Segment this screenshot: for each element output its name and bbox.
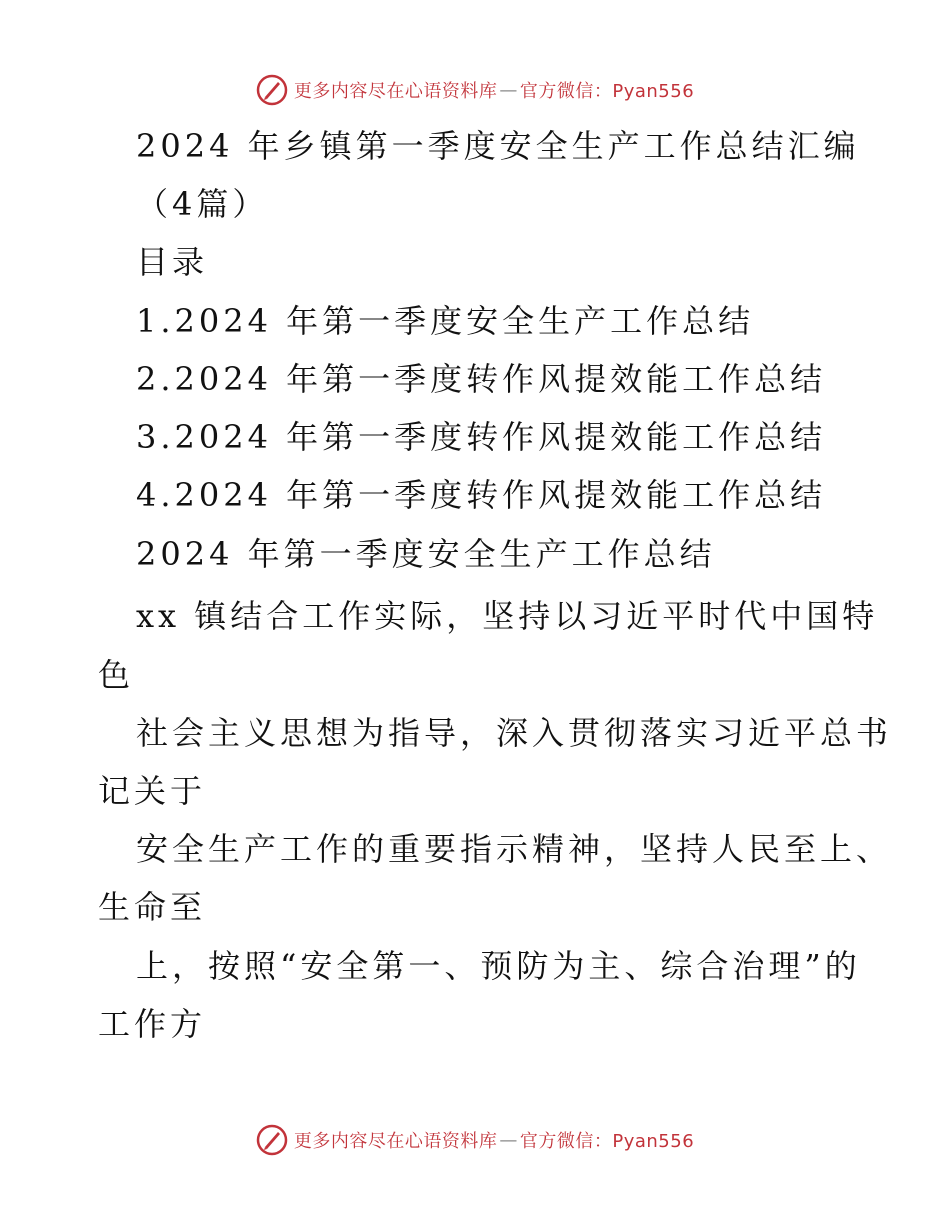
body-line: 社会主义思想为指导，深入贯彻落实习近平总书 bbox=[136, 714, 893, 752]
watermark-text: 更多内容尽在心语资料库 bbox=[293, 81, 498, 102]
body-line: 安全生产工作的重要指示精神，坚持人民至上、 bbox=[136, 830, 893, 868]
toc-heading: 目录 bbox=[136, 243, 209, 281]
toc-item: 3.2024 年第一季度转作风提效能工作总结 bbox=[136, 418, 827, 456]
document-title-line-2: （4篇） bbox=[136, 185, 269, 223]
body-line: 记关于 bbox=[98, 772, 207, 810]
toc-item: 2.2024 年第一季度转作风提效能工作总结 bbox=[136, 360, 827, 398]
document-title-line-1: 2024 年乡镇第一季度安全生产工作总结汇编 bbox=[136, 127, 860, 165]
body-line: 工作方 bbox=[98, 1005, 207, 1043]
section-title: 2024 年第一季度安全生产工作总结 bbox=[136, 535, 716, 573]
body-line: 上，按照“安全第一、预防为主、综合治理”的 bbox=[136, 947, 861, 985]
body-line: 色 bbox=[98, 656, 135, 694]
header-watermark bbox=[0, 70, 950, 110]
quill-logo-icon bbox=[256, 74, 288, 106]
toc-item: 1.2024 年第一季度安全生产工作总结 bbox=[136, 302, 755, 340]
watermark-separator: — bbox=[499, 79, 518, 101]
watermark-separator: — bbox=[499, 1129, 518, 1151]
quill-logo-icon bbox=[256, 1124, 288, 1156]
toc-item: 4.2024 年第一季度转作风提效能工作总结 bbox=[136, 476, 827, 514]
body-line: 生命至 bbox=[98, 888, 207, 926]
watermark-text: 更多内容尽在心语资料库 bbox=[293, 1131, 498, 1152]
body-line: xx 镇结合工作实际，坚持以习近平时代中国特 bbox=[136, 597, 879, 635]
footer-watermark bbox=[0, 1120, 950, 1160]
watermark-wechat: 官方微信：Pyan556 bbox=[519, 1131, 695, 1152]
watermark-wechat: 官方微信：Pyan556 bbox=[519, 81, 695, 102]
